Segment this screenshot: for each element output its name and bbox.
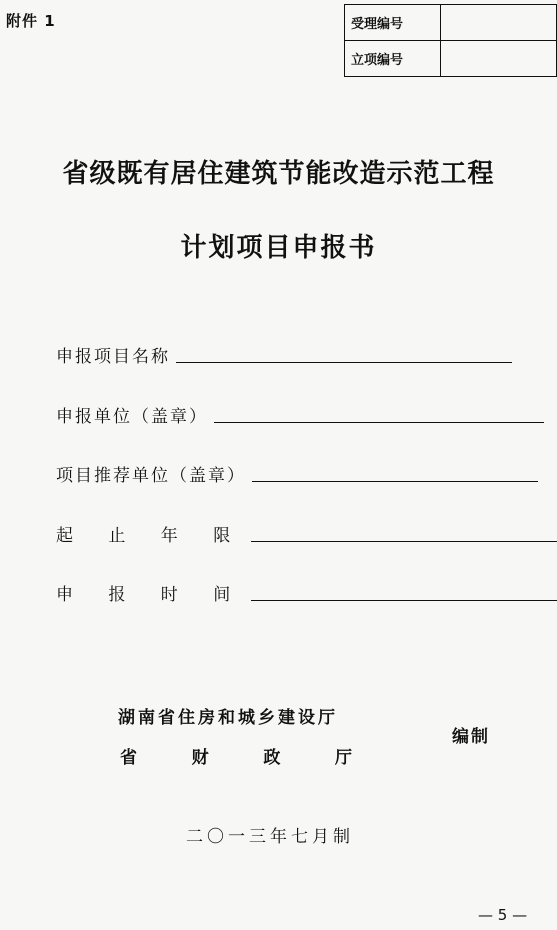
issuer-housing-department: 湖南省住房和城乡建设厅 <box>118 708 338 728</box>
registration-table <box>344 4 557 77</box>
field-blank-line <box>252 480 538 482</box>
field-duration <box>56 521 557 546</box>
issuer-char: 财 <box>191 748 209 768</box>
issuer-char: 省 <box>120 748 137 768</box>
document-title-line2: 计划项目申报书 <box>180 233 377 263</box>
acceptance-number-label: 受理编号 <box>345 5 441 41</box>
document-title-line1: 省级既有居住建筑节能改造示范工程 <box>62 159 495 189</box>
field-label: 起 止 年 限 <box>56 526 246 546</box>
field-label: 申报单位（盖章） <box>56 407 208 427</box>
table-row <box>345 5 557 41</box>
field-application-time <box>56 580 557 605</box>
field-label: 申报项目名称 <box>56 347 170 367</box>
field-blank-line <box>214 421 544 423</box>
compiled-label: 编制 <box>452 727 490 747</box>
field-blank-line <box>176 361 512 363</box>
project-number-label: 立项编号 <box>345 41 441 77</box>
field-blank-line <box>251 599 557 601</box>
field-project-name <box>56 342 512 367</box>
table-row <box>345 41 557 77</box>
issuer-finance-department <box>120 743 352 768</box>
attachment-label: 附件 1 <box>6 12 56 30</box>
page-number: — 5 — <box>478 906 528 924</box>
field-recommending-unit <box>56 461 538 486</box>
project-number-value <box>441 41 557 77</box>
issuer-char: 政 <box>263 748 281 768</box>
field-label: 项目推荐单位（盖章） <box>56 466 246 486</box>
acceptance-number-value <box>441 5 557 41</box>
document-date: 二〇一三年七月制 <box>186 827 354 847</box>
field-label: 申 报 时 间 <box>56 585 246 605</box>
field-blank-line <box>251 540 557 542</box>
issuer-char: 厅 <box>334 748 352 768</box>
field-applicant-unit <box>56 402 544 427</box>
